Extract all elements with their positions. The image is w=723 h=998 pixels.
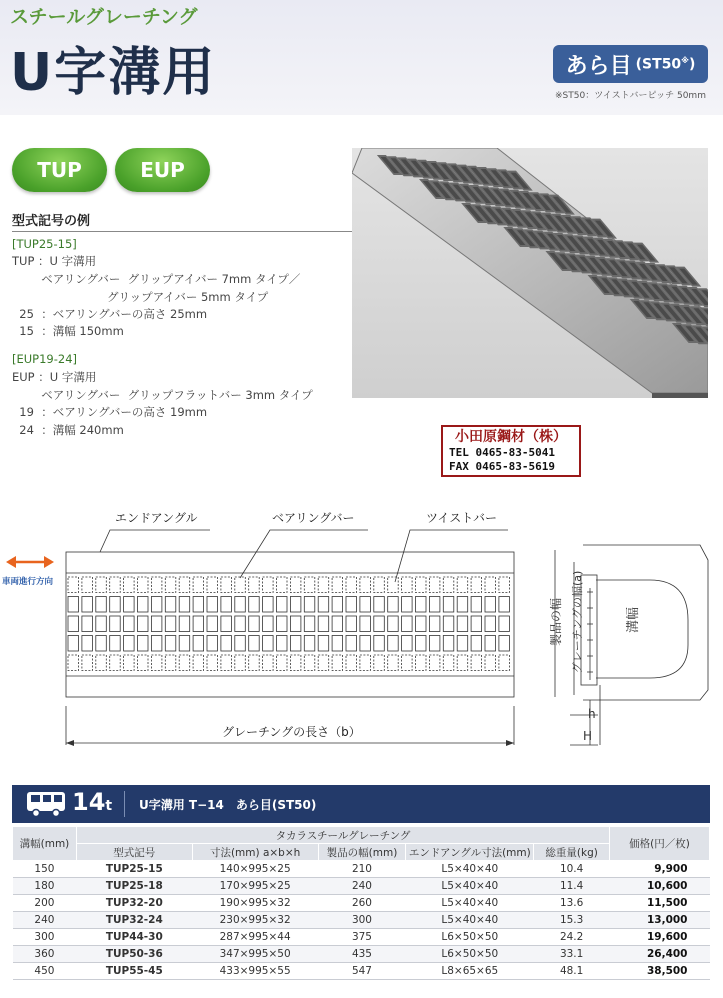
grid-cell	[207, 577, 218, 593]
grid-cell	[82, 616, 93, 632]
grid-cell	[374, 577, 385, 593]
mesh-badge-code: (ST50※)	[635, 55, 696, 73]
grid-cell	[151, 636, 162, 652]
type-tup-button[interactable]: TUP	[12, 148, 107, 192]
grid-cell	[179, 597, 190, 613]
grid-cell	[68, 655, 79, 671]
grid-cell	[443, 616, 454, 632]
grid-cell	[124, 616, 135, 632]
grid-cell	[485, 636, 496, 652]
grid-cell	[416, 616, 427, 632]
grid-cell	[332, 597, 343, 613]
grid-cell	[165, 577, 176, 593]
grid-cell	[138, 636, 149, 652]
type-eup-button[interactable]: EUP	[115, 148, 210, 192]
grid-cell	[165, 636, 176, 652]
grid-cell	[249, 597, 260, 613]
grid-cell	[221, 655, 232, 671]
table-row: 300 TUP44-30 287×995×44 375 L6×50×50 24.2 19,600	[13, 929, 710, 946]
grid-cell	[471, 616, 482, 632]
company-stamp	[441, 425, 581, 477]
grid-cell	[179, 577, 190, 593]
grid-cell	[221, 577, 232, 593]
grid-cell	[360, 636, 371, 652]
table-row: 240 TUP32-24 230×995×32 300 L5×40×40 15.3 13,000	[13, 912, 710, 929]
grid-cell	[332, 616, 343, 632]
label-H: H	[583, 729, 593, 743]
grid-cell	[193, 577, 204, 593]
grid-cell	[346, 636, 357, 652]
band-label: U字溝用 T−14 あら目(ST50)	[139, 798, 317, 812]
grid-cell	[388, 577, 399, 593]
grid-cell	[290, 597, 301, 613]
grid-cell	[332, 577, 343, 593]
group-header: タカラスチールグレーチング	[76, 827, 609, 844]
grid-cell	[429, 636, 440, 652]
grid-cell	[471, 636, 482, 652]
grid-cell	[193, 655, 204, 671]
grid-cell	[151, 616, 162, 632]
grid-cell	[304, 597, 315, 613]
grid-cell	[277, 655, 288, 671]
grid-cell	[485, 577, 496, 593]
grid-cell	[138, 597, 149, 613]
grid-cell	[179, 616, 190, 632]
grid-cell	[138, 577, 149, 593]
grid-cell	[499, 577, 510, 593]
grid-cell	[165, 597, 176, 613]
grid-cell	[346, 597, 357, 613]
page-subtitle: スチールグレーチング	[10, 6, 198, 28]
grid-cell	[110, 616, 121, 632]
grid-cell	[457, 616, 468, 632]
grating-diagram	[0, 500, 723, 760]
grid-cell	[499, 597, 510, 613]
grid-cell	[360, 597, 371, 613]
grid-cell	[499, 655, 510, 671]
grid-cell	[346, 616, 357, 632]
grid-cell	[416, 655, 427, 671]
grid-cell	[124, 655, 135, 671]
grid-cell	[318, 616, 329, 632]
grid-cell	[249, 616, 260, 632]
grid-cell	[68, 597, 79, 613]
example-line: 24 ：溝幅 240mm	[12, 423, 124, 437]
grid-cell	[429, 655, 440, 671]
grid-cell	[96, 655, 107, 671]
grid-cell	[249, 636, 260, 652]
grid-cell	[429, 577, 440, 593]
grid-cell	[138, 655, 149, 671]
grid-cell	[332, 655, 343, 671]
grid-cell	[360, 577, 371, 593]
grid-cell	[457, 655, 468, 671]
label-h: h	[588, 707, 596, 721]
grid-cell	[221, 616, 232, 632]
grid-cell	[346, 655, 357, 671]
grid-cell	[443, 577, 454, 593]
grid-cell	[151, 655, 162, 671]
grid-cell	[471, 597, 482, 613]
grid-cell	[318, 655, 329, 671]
grid-cell	[263, 577, 274, 593]
grid-cell	[263, 616, 274, 632]
table-row: 360 TUP50-36 347×995×50 435 L6×50×50 33.1 26,400	[13, 946, 710, 963]
grid-cell	[179, 636, 190, 652]
grid-cell	[290, 577, 301, 593]
grid-cell	[277, 616, 288, 632]
grid-cell	[138, 616, 149, 632]
mesh-badge-main: あら目	[565, 53, 632, 79]
product-photo	[352, 148, 708, 398]
label-twist-bar: ツイストバー	[426, 511, 498, 525]
grid-cell	[471, 655, 482, 671]
grid-cell	[277, 577, 288, 593]
grid-cell	[193, 597, 204, 613]
truck-icon	[26, 791, 66, 817]
grid-cell	[151, 577, 162, 593]
grid-cell	[151, 597, 162, 613]
grid-cell	[304, 616, 315, 632]
grid-cell	[263, 636, 274, 652]
grid-cell	[124, 577, 135, 593]
grid-cell	[485, 616, 496, 632]
label-end-angle: エンドアングル	[115, 511, 198, 525]
grid-cell	[82, 577, 93, 593]
grid-cell	[235, 636, 246, 652]
grid-cell	[485, 655, 496, 671]
grid-cell	[374, 655, 385, 671]
grid-cell	[277, 636, 288, 652]
grid-cell	[82, 597, 93, 613]
grid-cell	[235, 577, 246, 593]
label-groove-width: 溝幅	[626, 606, 641, 634]
grid-cell	[290, 616, 301, 632]
grid-cell	[471, 577, 482, 593]
grid-cell	[82, 655, 93, 671]
grid-cell	[110, 577, 121, 593]
label-product-width: 製品の幅	[549, 597, 563, 647]
col-model: 型式記号	[76, 844, 192, 861]
grid-cell	[388, 636, 399, 652]
mesh-badge	[553, 45, 708, 83]
grid-cell	[402, 577, 413, 593]
grid-cell	[68, 616, 79, 632]
grid-cell	[429, 616, 440, 632]
grid-cell	[388, 616, 399, 632]
col-price: 価格(円／枚)	[610, 827, 710, 861]
grid-cell	[443, 597, 454, 613]
grid-cell	[110, 597, 121, 613]
example-code: [TUP25-15]	[12, 237, 77, 251]
company-fax: FAX 0465-83-5619	[449, 460, 555, 473]
grid-cell	[374, 597, 385, 613]
grid-cell	[402, 636, 413, 652]
examples-heading: 型式記号の例	[12, 214, 91, 229]
example-line: ベアリングバー グリップアイバー 7mm タイプ／	[12, 272, 301, 286]
grid-cell	[249, 655, 260, 671]
table-row: 150 TUP25-15 140×995×25 210 L5×40×40 10.4 9,900	[13, 861, 710, 878]
col-dimensions: 寸法(mm) a×b×h	[192, 844, 318, 861]
grid-cell	[318, 577, 329, 593]
grid-cell	[388, 655, 399, 671]
grid-cell	[96, 616, 107, 632]
grid-cell	[360, 655, 371, 671]
grid-cell	[277, 597, 288, 613]
label-length: グレーチングの長さ（b）	[222, 725, 361, 739]
label-direction: 車両進行方向	[2, 577, 54, 587]
examples-divider	[12, 231, 354, 232]
grid-cell	[221, 636, 232, 652]
grid-cell	[249, 577, 260, 593]
grid-cell	[416, 636, 427, 652]
grid-cell	[374, 636, 385, 652]
grid-cell	[68, 577, 79, 593]
example-line: 15 ：溝幅 150mm	[12, 324, 124, 338]
label-bearing-bar: ベアリングバー	[272, 511, 355, 525]
grid-cell	[304, 655, 315, 671]
grid-cell	[416, 577, 427, 593]
grid-cell	[193, 616, 204, 632]
grid-cell	[96, 636, 107, 652]
grid-cell	[179, 655, 190, 671]
grid-cell	[402, 616, 413, 632]
grid-cell	[443, 655, 454, 671]
grid-cell	[499, 616, 510, 632]
grid-cell	[124, 597, 135, 613]
mesh-note: ※ST50：ツイストバーピッチ 50mm	[555, 91, 706, 101]
grid-cell	[429, 597, 440, 613]
company-name: 小田原鋼材（株）	[455, 429, 567, 445]
grid-cell	[221, 597, 232, 613]
grid-cell	[388, 597, 399, 613]
grid-cell	[96, 597, 107, 613]
grid-cell	[304, 577, 315, 593]
band-divider	[124, 791, 125, 817]
grid-cell	[416, 597, 427, 613]
example-line: TUP ：U 字溝用	[12, 254, 97, 268]
grid-cell	[457, 597, 468, 613]
spec-table	[12, 826, 710, 980]
direction-arrow-icon	[6, 556, 54, 568]
grid-cell	[235, 597, 246, 613]
grid-cell	[290, 655, 301, 671]
grid-cell	[207, 655, 218, 671]
col-groove-width: 溝幅(mm)	[13, 827, 77, 861]
grid-cell	[193, 636, 204, 652]
example-line: グリップアイバー 5mm タイプ	[12, 290, 269, 304]
grid-cell	[235, 616, 246, 632]
grid-cell	[263, 597, 274, 613]
grid-cell	[68, 636, 79, 652]
grid-cell	[485, 597, 496, 613]
example-line: 25 ：ベアリングバーの高さ 25mm	[12, 307, 208, 321]
grid-cell	[457, 577, 468, 593]
table-row: 200 TUP32-20 190×995×32 260 L5×40×40 13.6 11,500	[13, 895, 710, 912]
grid-cell	[402, 597, 413, 613]
company-tel: TEL 0465-83-5041	[449, 446, 555, 459]
grid-cell	[360, 616, 371, 632]
grid-cell	[110, 655, 121, 671]
grid-cell	[402, 655, 413, 671]
grid-cell	[374, 616, 385, 632]
grid-cell	[207, 597, 218, 613]
grid-cell	[346, 577, 357, 593]
grid-cell	[332, 636, 343, 652]
grid-cell	[124, 636, 135, 652]
load-rating: 14t	[72, 788, 113, 816]
grid-cell	[207, 616, 218, 632]
col-weight: 総重量(kg)	[534, 844, 610, 861]
grid-cell	[318, 636, 329, 652]
grid-cell	[96, 577, 107, 593]
label-grating-width: グレーチングの幅(a)	[571, 570, 584, 674]
grid-cell	[499, 636, 510, 652]
grid-cell	[82, 636, 93, 652]
grid-cell	[110, 636, 121, 652]
grid-cell	[235, 655, 246, 671]
example-line: ベアリングバー グリップフラットバー 3mm タイプ	[12, 388, 313, 402]
grid-cell	[207, 636, 218, 652]
grid-cell	[318, 597, 329, 613]
grid-cell	[443, 636, 454, 652]
example-line: 19 ：ベアリングバーの高さ 19mm	[12, 405, 208, 419]
grid-cell	[165, 616, 176, 632]
table-band	[12, 785, 710, 823]
page-title: U字溝用	[10, 43, 217, 103]
example-code: [EUP19-24]	[12, 352, 78, 366]
example-line: EUP ：U 字溝用	[12, 370, 97, 384]
table-row: 450 TUP55-45 433×995×55 547 L8×65×65 48.1 38,500	[13, 963, 710, 980]
grid-cell	[263, 655, 274, 671]
grid-cell	[165, 655, 176, 671]
grid-cell	[304, 636, 315, 652]
grid-cell	[290, 636, 301, 652]
table-row: 180 TUP25-18 170×995×25 240 L5×40×40 11.4 10,600	[13, 878, 710, 895]
col-end-angle: エンドアングル寸法(mm)	[406, 844, 534, 861]
col-product-width: 製品の幅(mm)	[318, 844, 406, 861]
grid-cell	[457, 636, 468, 652]
